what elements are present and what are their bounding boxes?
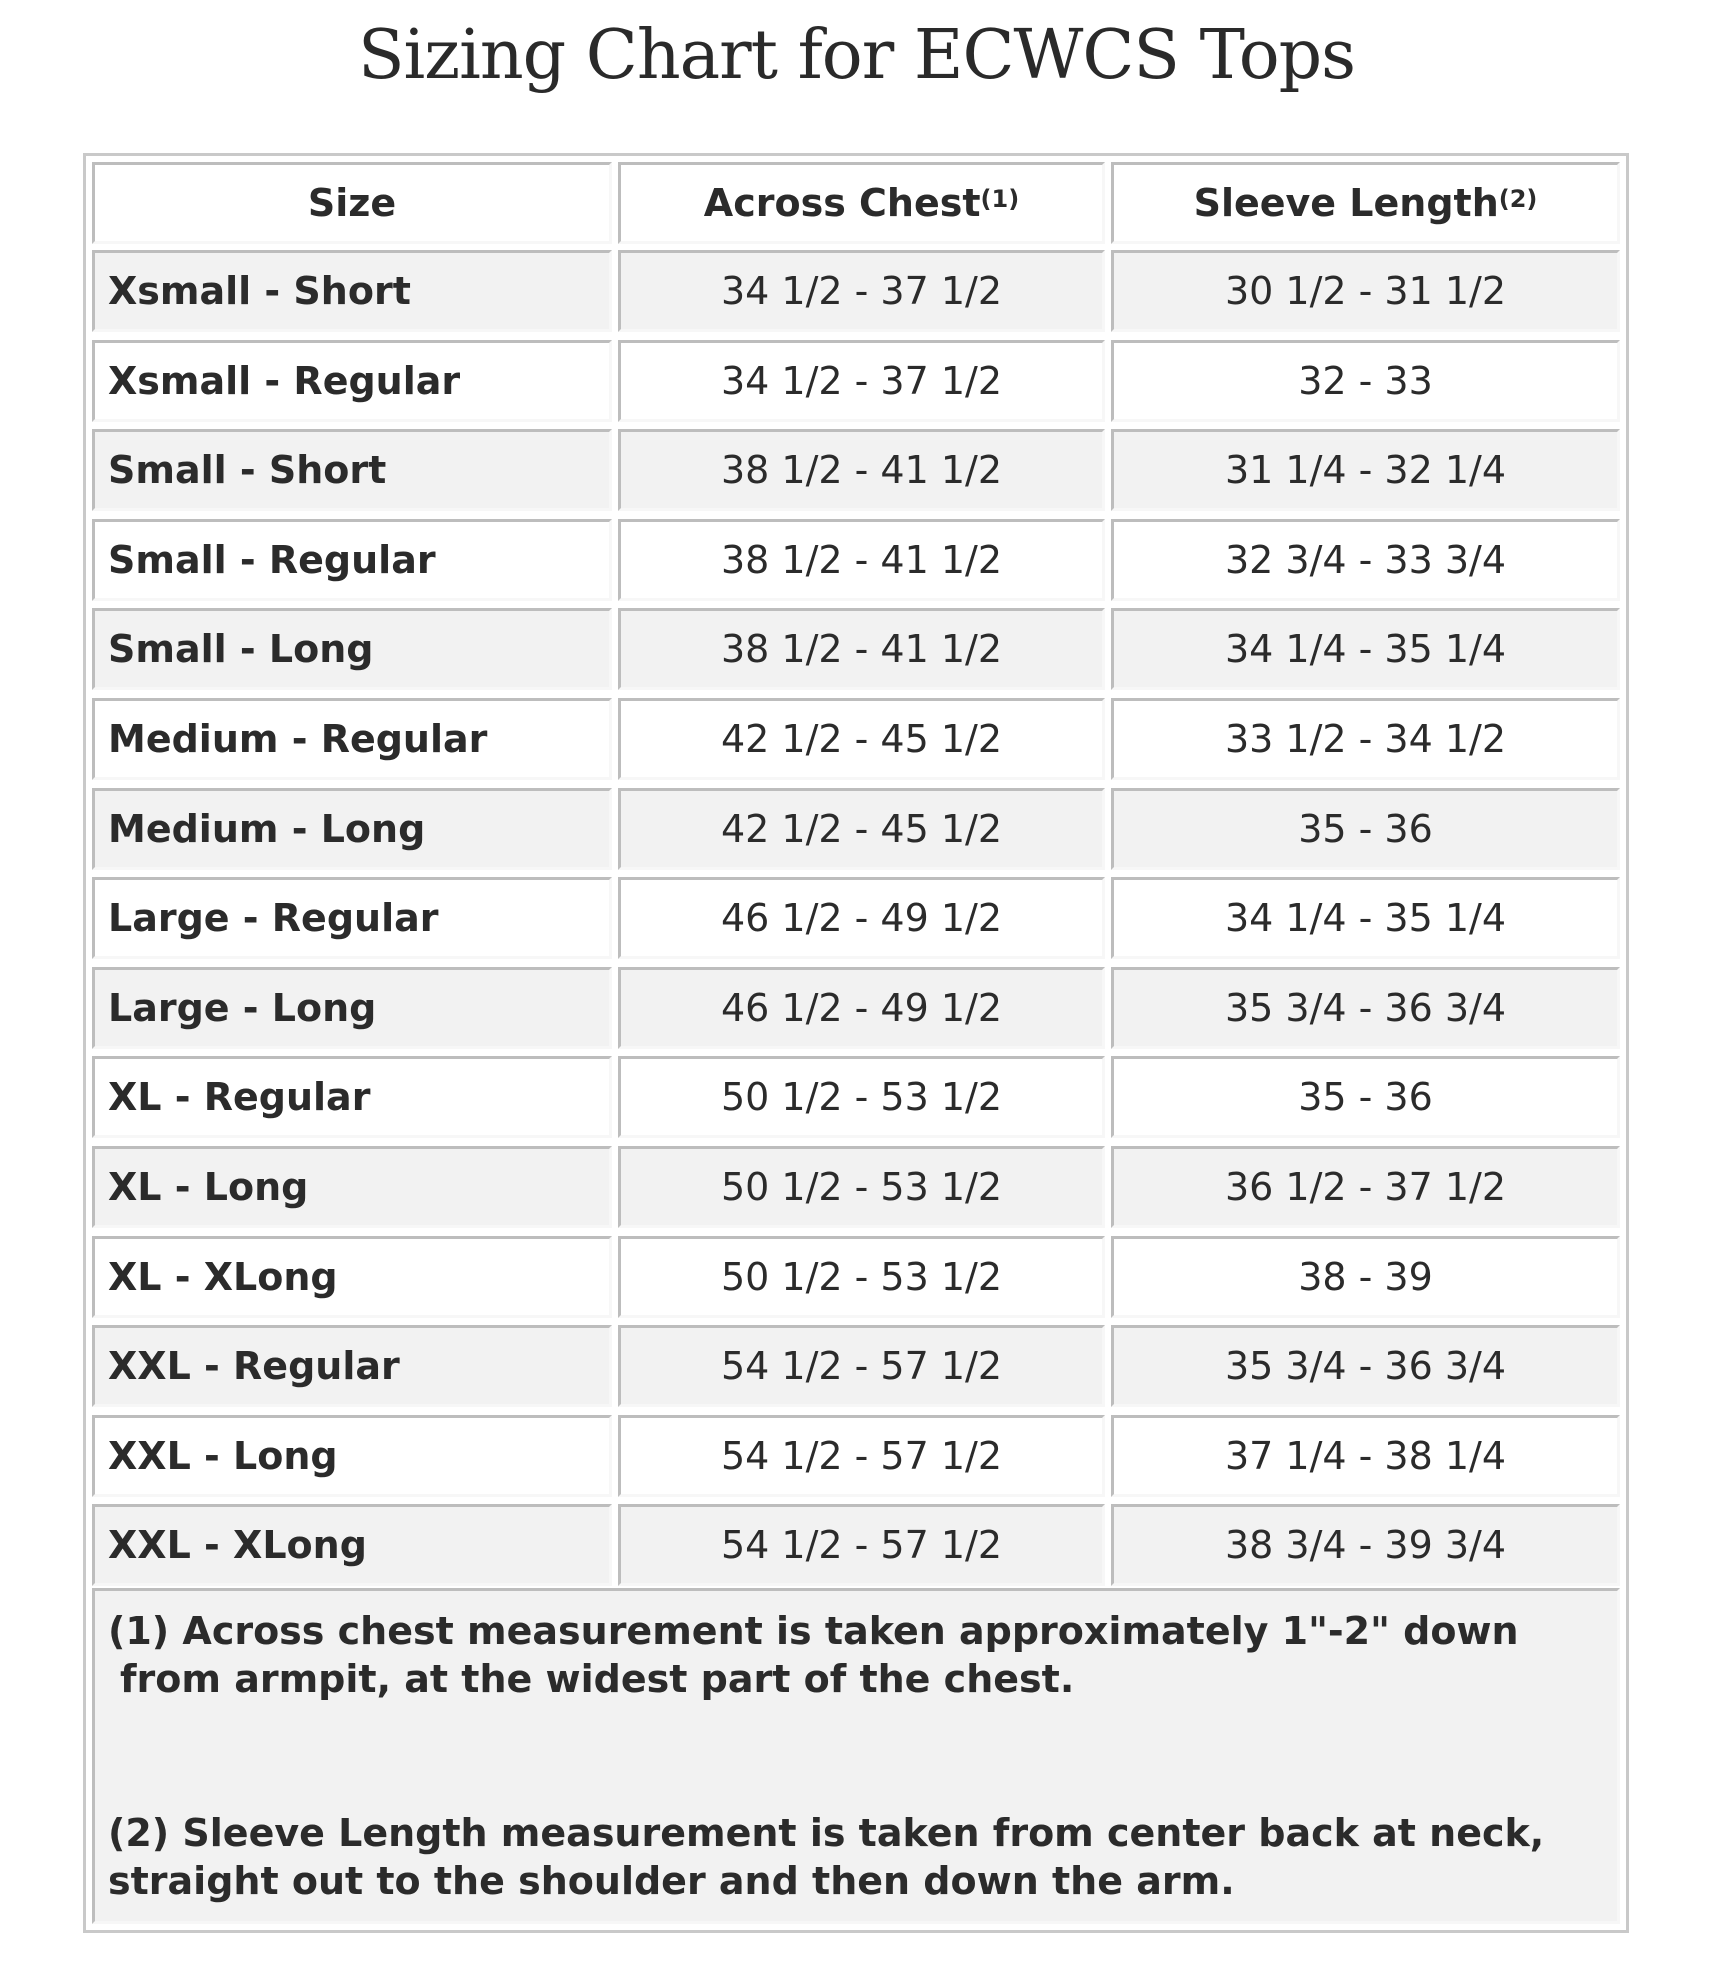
table-row: [92, 429, 1620, 511]
size-cell: Xsmall - Regular: [92, 340, 612, 422]
size-cell: Medium - Regular: [92, 698, 612, 780]
table-row: [92, 519, 1620, 601]
table-row: [92, 340, 1620, 422]
across-chest-cell: 54 1/2 - 57 1/2: [618, 1415, 1105, 1497]
size-cell: Small - Regular: [92, 519, 612, 601]
sleeve-length-cell: 38 3/4 - 39 3/4: [1111, 1504, 1620, 1586]
across-chest-cell: 46 1/2 - 49 1/2: [618, 877, 1105, 959]
header-size-label: Size: [307, 181, 397, 225]
sleeve-length-cell: 35 3/4 - 36 3/4: [1111, 1325, 1620, 1407]
table-row: [92, 967, 1620, 1049]
header-row: [92, 162, 1620, 244]
across-chest-cell: 38 1/2 - 41 1/2: [618, 519, 1105, 601]
across-chest-cell: 38 1/2 - 41 1/2: [618, 608, 1105, 690]
table-row: [92, 1325, 1620, 1407]
table-row: [92, 1236, 1620, 1318]
page-title: Sizing Chart for ECWCS Tops: [357, 16, 1356, 95]
sleeve-length-cell: 37 1/4 - 38 1/4: [1111, 1415, 1620, 1497]
size-cell: XXL - Long: [92, 1415, 612, 1497]
table-row: [92, 250, 1620, 332]
size-cell: XL - Long: [92, 1146, 612, 1228]
header-sleeve-length: Sleeve Length $^{(2)}$: [1111, 162, 1620, 244]
size-cell: Large - Long: [92, 967, 612, 1049]
table-row: [92, 608, 1620, 690]
table-row: [92, 698, 1620, 780]
size-cell: Large - Regular: [92, 877, 612, 959]
size-cell: Xsmall - Short: [92, 250, 612, 332]
footnotes: [92, 1588, 1620, 1924]
across-chest-cell: 42 1/2 - 45 1/2: [618, 698, 1105, 780]
sleeve-length-cell: 35 - 36: [1111, 788, 1620, 870]
sleeve-length-cell: 35 3/4 - 36 3/4: [1111, 967, 1620, 1049]
table-row: [92, 1504, 1620, 1586]
header-sleeve-length-label: Sleeve Length: [1193, 181, 1499, 225]
table-row: [92, 1415, 1620, 1497]
sleeve-length-cell: 32 3/4 - 33 3/4: [1111, 519, 1620, 601]
sleeve-length-cell: 34 1/4 - 35 1/4: [1111, 877, 1620, 959]
across-chest-cell: 50 1/2 - 53 1/2: [618, 1236, 1105, 1318]
table-row: [92, 788, 1620, 870]
across-chest-cell: 50 1/2 - 53 1/2: [618, 1056, 1105, 1138]
size-cell: Medium - Long: [92, 788, 612, 870]
size-cell: Small - Short: [92, 429, 612, 511]
sleeve-length-cell: 32 - 33: [1111, 340, 1620, 422]
across-chest-cell: 38 1/2 - 41 1/2: [618, 429, 1105, 511]
size-cell: XXL - Regular: [92, 1325, 612, 1407]
header-across-chest-label: Across Chest: [703, 181, 981, 225]
across-chest-cell: 54 1/2 - 57 1/2: [618, 1325, 1105, 1407]
sleeve-length-cell: 33 1/2 - 34 1/2: [1111, 698, 1620, 780]
sizing-table: [83, 153, 1629, 1933]
sleeve-length-cell: 38 - 39: [1111, 1236, 1620, 1318]
size-cell: Small - Long: [92, 608, 612, 690]
size-cell: XL - Regular: [92, 1056, 612, 1138]
table-row: [92, 877, 1620, 959]
across-chest-cell: 46 1/2 - 49 1/2: [618, 967, 1105, 1049]
across-chest-cell: 54 1/2 - 57 1/2: [618, 1504, 1105, 1586]
footnote-1: (1) Across chest measurement is taken approximately 1"-2" down from armpit, at the widest part of the chest.: [108, 1609, 1519, 1701]
sleeve-length-cell: 34 1/4 - 35 1/4: [1111, 608, 1620, 690]
sleeve-length-cell: 36 1/2 - 37 1/2: [1111, 1146, 1620, 1228]
header-across-chest: Across Chest $^{(1)}$: [618, 162, 1105, 244]
table-row: [92, 1146, 1620, 1228]
sleeve-length-cell: 35 - 36: [1111, 1056, 1620, 1138]
header-size: [92, 162, 612, 244]
size-cell: XL - XLong: [92, 1236, 612, 1318]
sleeve-length-cell: 30 1/2 - 31 1/2: [1111, 250, 1620, 332]
across-chest-cell: 34 1/2 - 37 1/2: [618, 250, 1105, 332]
across-chest-cell: 42 1/2 - 45 1/2: [618, 788, 1105, 870]
table-row: [92, 1056, 1620, 1138]
footnote-2: (2) Sleeve Length measurement is taken from center back at neck, straight out to the shoulder and then down the arm.: [108, 1811, 1545, 1903]
across-chest-cell: 34 1/2 - 37 1/2: [618, 340, 1105, 422]
across-chest-cell: 50 1/2 - 53 1/2: [618, 1146, 1105, 1228]
size-cell: XXL - XLong: [92, 1504, 612, 1586]
sleeve-length-cell: 31 1/4 - 32 1/4: [1111, 429, 1620, 511]
